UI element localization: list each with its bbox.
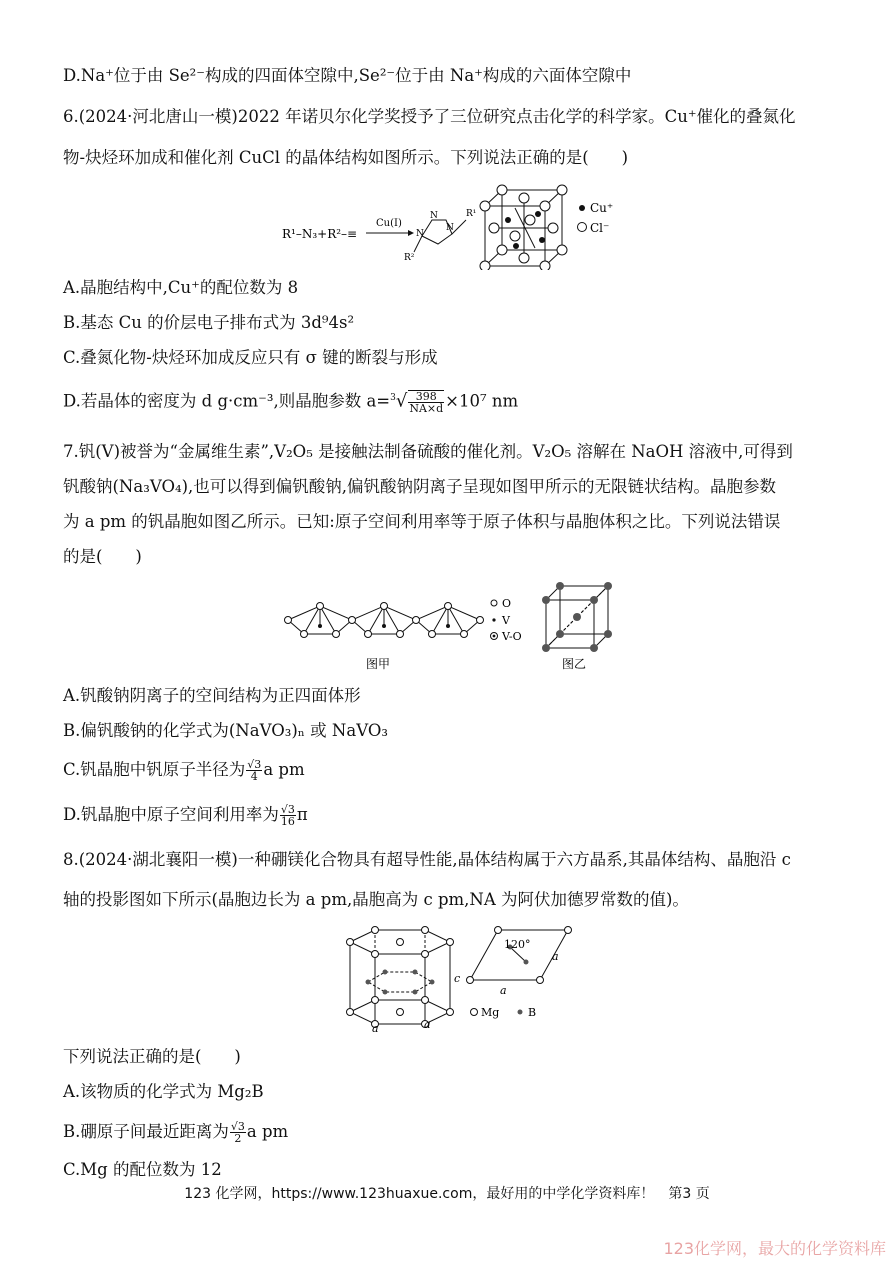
legend-cu: Cu⁺	[590, 201, 614, 215]
q5-option-d: D.Na⁺位于由 Se²⁻构成的四面体空隙中,Se²⁻位于由 Na⁺构成的六面体空隙中	[63, 66, 632, 85]
q7-option-b: B.偏钒酸钠的化学式为(NaVO₃)ₙ 或 NaVO₃	[63, 721, 388, 740]
q7-stem-line1: 7.钒(V)被誉为“金属维生素”,V₂O₅ 是接触法制备硫酸的催化剂。V₂O₅ 溶解在 NaOH 溶液中,可得到	[63, 442, 793, 461]
svg-text:N: N	[416, 229, 424, 239]
q6-catalyst-label: Cu(I)	[376, 218, 402, 229]
legend-vo: V-O	[502, 630, 522, 643]
legend-b: B	[528, 1006, 537, 1019]
q8-figure	[320, 922, 580, 1032]
q8-ask: 下列说法正确的是( )	[63, 1047, 241, 1066]
q8-option-c: C.Mg 的配位数为 12	[63, 1160, 222, 1179]
q6-option-d: D.若晶体的密度为 d g·cm⁻³,则晶胞参数 a=$^3$√ $\frac{398}{NA\times d}$ ×10⁷ nm	[63, 390, 519, 415]
caption-jia: 图甲	[366, 657, 391, 671]
metavanadate-chain	[288, 606, 480, 634]
cu-ions	[505, 211, 545, 249]
label-c: c	[454, 972, 461, 985]
q8-stem-line2: 轴的投影图如下所示(晶胞边长为 a pm,晶胞高为 c pm,NA 为阿伏加德罗常数的值)。	[63, 890, 689, 909]
watermark: 123化学网，最大的化学资料库	[663, 1239, 886, 1258]
q6-option-c: C.叠氮化物-炔烃环加成反应只有 σ 键的断裂与形成	[63, 348, 438, 367]
q6-option-b: B.基态 Cu 的价层电子排布式为 3d⁹4s²	[63, 313, 355, 332]
label-a-3: a	[552, 950, 559, 963]
q7-option-c: C.钒晶胞中钒原子半径为 $\frac{√3}{4}$ a pm	[63, 758, 305, 783]
q7-option-a: A.钒酸钠阴离子的空间结构为正四面体形	[63, 686, 361, 705]
q6-reaction-left: R¹–N₃+R²–≡	[282, 227, 358, 241]
q7-option-d: D.钒晶胞中原子空间利用率为 $\frac{√3}{16}$ π	[63, 803, 308, 828]
q7-stem-line4: 的是( )	[63, 547, 142, 566]
q6-figure	[280, 180, 620, 270]
q7-stem-line3: 为 a pm 的钒晶胞如图乙所示。已知:原子空间利用率等于原子体积与晶胞体积之比。下列说法错误	[63, 512, 781, 531]
q7-figure	[280, 578, 620, 674]
q6-option-a: A.晶胞结构中,Cu⁺的配位数为 8	[63, 278, 299, 297]
svg-text:N: N	[446, 223, 454, 233]
q6-stem-line1: 6.(2024·河北唐山一模)2022 年诺贝尔化学奖授予了三位研究点击化学的科学家。Cu⁺催化的叠氮化	[63, 107, 796, 126]
legend-mg: Mg	[481, 1006, 500, 1019]
label-a-1: a	[372, 1022, 379, 1032]
label-a-2: a	[424, 1018, 431, 1031]
q8-option-a: A.该物质的化学式为 Mg₂B	[63, 1082, 264, 1101]
caption-yi: 图乙	[562, 657, 587, 671]
page-footer: 123 化学网，https://www.123huaxue.com，最好用的中学化学资料库！ 第3 页	[184, 1186, 710, 1202]
legend-o: O	[502, 597, 512, 610]
legend-cl: Cl⁻	[590, 221, 610, 235]
svg-text:N: N	[430, 211, 438, 221]
svg-text:R¹: R¹	[466, 209, 477, 219]
q8-option-b: B.硼原子间最近距离为 $\frac{√3}{2}$ a pm	[63, 1120, 289, 1145]
q7-stem-line2: 钒酸钠(Na₃VO₄),也可以得到偏钒酸钠,偏钒酸钠阴离子呈现如图甲所示的无限链状结构。晶胞参数	[63, 477, 777, 496]
label-120: 120°	[504, 938, 531, 951]
label-a-4: a	[500, 984, 507, 997]
svg-text:R²: R²	[404, 253, 415, 263]
q6-stem-line2: 物-炔烃环加成和催化剂 CuCl 的晶体结构如图所示。下列说法正确的是( )	[63, 148, 629, 167]
q8-stem-line1: 8.(2024·湖北襄阳一模)一种硼镁化合物具有超导性能,晶体结构属于六方晶系,其晶体结构、晶胞沿 c	[63, 850, 791, 869]
legend-v: V	[502, 614, 510, 627]
